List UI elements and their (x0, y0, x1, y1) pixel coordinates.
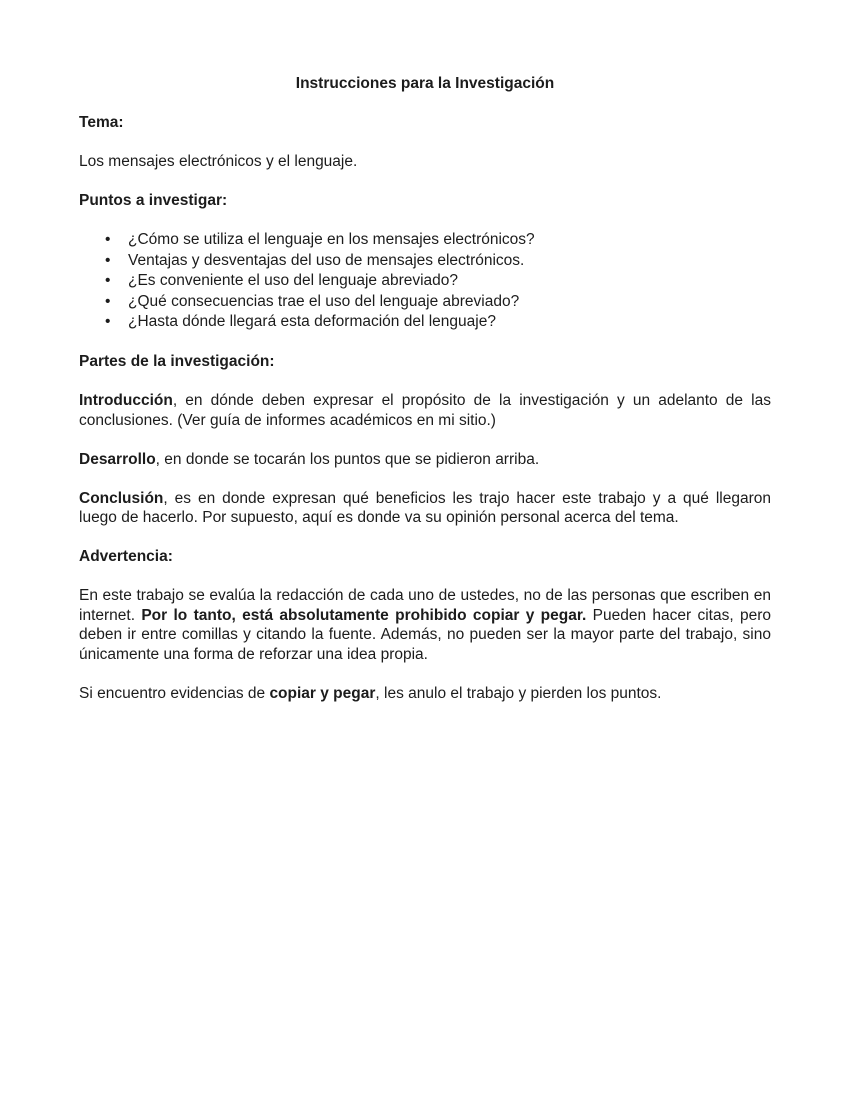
final-warning-paragraph (79, 684, 771, 704)
heading-advertencia: Advertencia: (79, 548, 173, 566)
paragraph-conclusion (79, 489, 771, 528)
text-introduccion: , en dónde deben expresar el propósito de la investigación y un adelanto de las conclusiones. (Ver guía de informes académicos en mi sitio.) (79, 392, 771, 429)
bullet-icon: • (105, 251, 111, 269)
tema-body: Los mensajes electrónicos y el lenguaje. (79, 153, 358, 170)
advertencia-text-after: Pueden hacer citas, pero deben ir entre comillas y citando la fuente. Además, no pueden ser la mayor parte del trabajo, sino únicamente una forma de reforzar una idea propia. (79, 606, 771, 663)
text-conclusion: , es en donde expresan qué beneficios les trajo hacer este trabajo y a qué llegaron luego de hacerlo. Por supuesto, aquí es donde va su opinión personal acerca del tema. (79, 489, 771, 527)
puntos-list (79, 230, 771, 333)
final-warning-bold: copiar y pegar (269, 684, 376, 702)
term-conclusion: Conclusión (79, 489, 164, 507)
page-title: Instrucciones para la Investigación (295, 75, 555, 92)
bullet-icon: • (105, 313, 111, 331)
term-introduccion: Introducción (79, 392, 173, 410)
final-warning-before: Si encuentro evidencias de (79, 684, 270, 702)
term-desarrollo: Desarrollo (79, 450, 156, 468)
paragraph-desarrollo (79, 450, 771, 470)
list-item (79, 251, 771, 272)
advertencia-text-bold: Por lo tanto, está absolutamente prohibido copiar y pegar. (141, 606, 587, 624)
advertencia-text-before: En este trabajo se evalúa la redacción de cada uno de ustedes, no de las personas que escriben en internet. (79, 587, 771, 624)
advertencia-paragraph (79, 586, 771, 664)
list-item-text: ¿Cómo se utiliza el lenguaje en los mensajes electrónicos? (128, 231, 535, 248)
bullet-icon: • (105, 272, 111, 290)
heading-puntos: Puntos a investigar: (79, 192, 228, 209)
text-desarrollo: , en donde se tocarán los puntos que se pidieron arriba. (155, 450, 540, 468)
list-item (79, 230, 771, 251)
list-item (79, 312, 771, 333)
list-item-text: Ventajas y desventajas del uso de mensajes electrónicos. (128, 251, 525, 269)
bullet-icon: • (105, 292, 111, 310)
list-item-text: ¿Qué consecuencias trae el uso del lenguaje abreviado? (128, 292, 520, 310)
list-item-text: ¿Hasta dónde llegará esta deformación del lenguaje? (128, 313, 496, 331)
final-warning-after: , les anulo el trabajo y pierden los puntos. (375, 684, 662, 702)
heading-tema: Tema: (79, 114, 124, 131)
heading-partes: Partes de la investigación: (79, 353, 275, 371)
list-item-text: ¿Es conveniente el uso del lenguaje abreviado? (128, 272, 459, 290)
paragraph-introduccion (79, 391, 771, 430)
list-item (79, 271, 771, 292)
list-item (79, 292, 771, 313)
bullet-icon: • (105, 231, 111, 248)
